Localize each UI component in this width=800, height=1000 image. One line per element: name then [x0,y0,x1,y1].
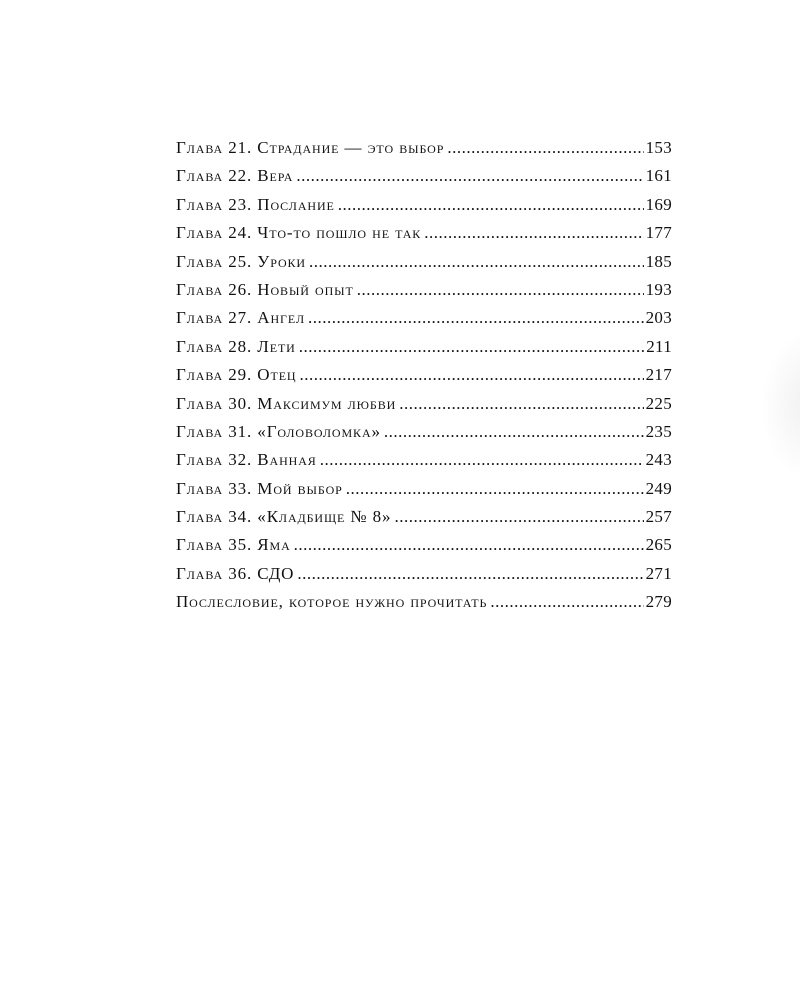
toc-dot-leader [294,531,644,559]
toc-dot-leader [447,134,643,162]
toc-page-number: 161 [645,166,672,186]
toc-entry [176,475,672,503]
toc-dot-leader [299,333,644,361]
toc-entry-title: Глава 31. «Головоломка» [176,421,381,441]
toc-entry-title: Глава 34. «Кладбище № 8» [176,507,392,527]
toc-dot-leader [338,191,644,219]
toc-entry [176,304,672,332]
toc-entry-title: Глава 29. Отец [176,365,297,385]
toc-dot-leader [384,418,644,446]
toc-page-number: 211 [646,336,672,356]
toc-dot-leader [309,248,644,276]
toc-entry-title: Глава 26. Новый опыт [176,279,354,299]
toc-page-number: 249 [645,478,672,498]
toc-entry-title: Глава 21. Страдание — это выбор [176,138,445,157]
toc-page-number: 177 [645,223,672,243]
toc-page-number: 265 [645,535,672,555]
toc-entry [176,248,672,276]
toc-dot-leader [394,503,643,531]
toc-page-number: 185 [645,251,672,271]
toc-page-number: 279 [645,592,672,612]
toc-dot-leader [300,361,644,389]
toc-dot-leader [490,588,643,616]
toc-entry-title: Глава 35. Яма [176,535,291,555]
toc-entry [176,276,672,304]
toc-page-number: 257 [645,507,672,527]
toc-page-number: 271 [645,563,672,583]
toc-entry-title: Глава 27. Ангел [176,308,305,328]
toc-dot-leader [320,446,644,474]
toc-entry-title: Глава 23. Послание [176,194,335,214]
toc-dot-leader [399,390,643,418]
toc-entry [176,219,672,247]
toc-page-number: 203 [645,308,672,328]
toc-entry [176,361,672,389]
toc-entry-afterword [176,588,672,616]
toc-entry-title: Послесловие, которое нужно прочитать [176,592,488,612]
toc-entry-title: Глава 32. Ванная [176,450,317,470]
toc-page-number: 193 [645,279,672,299]
toc-page-number: 217 [645,365,672,385]
toc-page-number: 153 [645,138,672,157]
toc-dot-leader [424,219,643,247]
toc-entry-title: Глава 30. Максимум любви [176,393,397,413]
toc-page-number: 225 [645,393,672,413]
toc-entry-title: Глава 24. Что-то пошло не так [176,223,422,243]
table-of-contents [176,134,672,617]
toc-entry [176,560,672,588]
toc-page-number: 169 [645,194,672,214]
toc-entry [176,333,672,361]
toc-dot-leader [357,276,644,304]
toc-dot-leader [296,162,643,190]
toc-page-number: 243 [645,450,672,470]
toc-entry [176,503,672,531]
toc-entry [176,446,672,474]
toc-dot-leader [297,560,643,588]
toc-entry-title: Глава 22. Вера [176,166,294,186]
toc-entry-title: Глава 36. СДО [176,563,295,583]
toc-entry-title: Глава 25. Уроки [176,251,306,271]
toc-entry [176,162,672,190]
toc-dot-leader [346,475,644,503]
page-edge-shadow [760,330,800,480]
toc-entry-title: Глава 33. Мой выбор [176,478,343,498]
toc-entry [176,531,672,559]
toc-dot-leader [308,304,644,332]
toc-page-number: 235 [645,421,672,441]
toc-entry [176,134,672,162]
toc-entry [176,418,672,446]
toc-entry [176,191,672,219]
toc-entry-title: Глава 28. Лети [176,336,296,356]
toc-entry [176,390,672,418]
